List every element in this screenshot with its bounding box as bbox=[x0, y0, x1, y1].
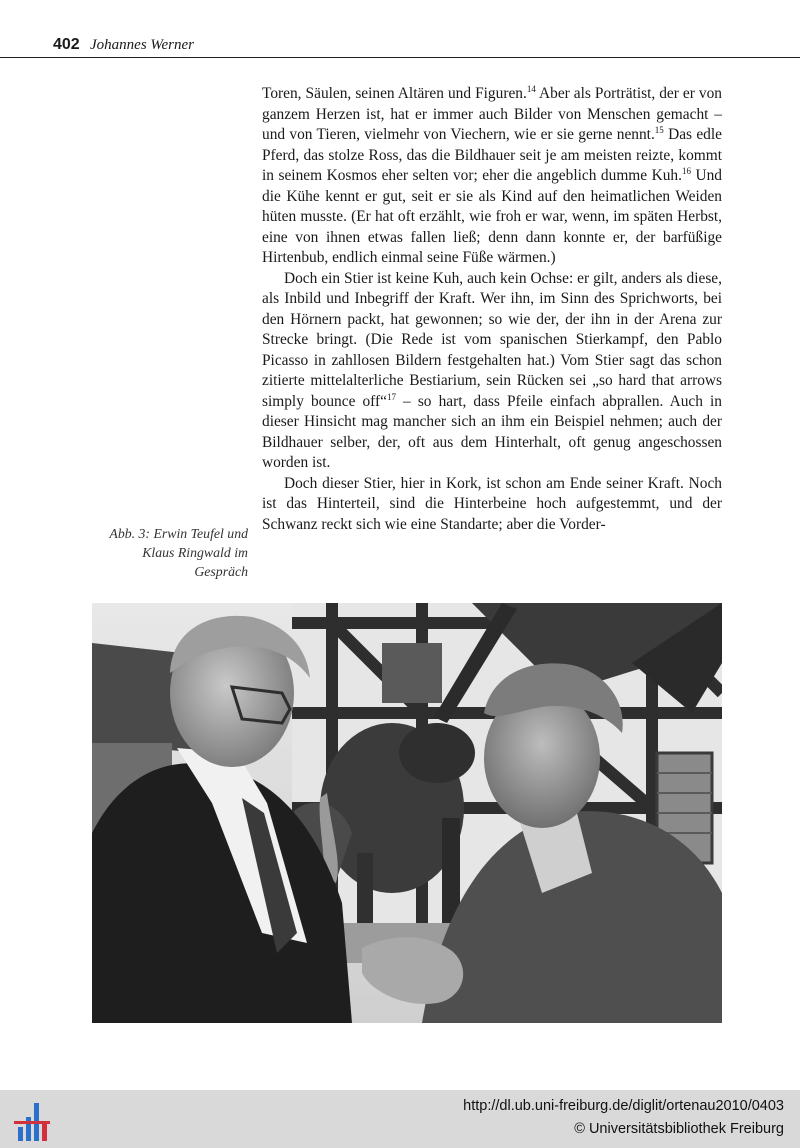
text-span: Aber als Porträtist, der er von ganzem Herzen ist, hat er immer auch Bilder von Menschen gemacht – und von Tieren, vielmehr von Viechern, wie er sie gerne nennt. bbox=[262, 85, 722, 143]
footnote-ref-15: 15 bbox=[654, 125, 664, 135]
text-span: Doch ein Stier ist keine Kuh, auch kein Ochse: er gilt, anders als diese, als Inbild und Inbegriff der Kraft. Wer ihn, im Sinn des Sprichworts, bei den Hörnern packt, hat gewonnen; so wie der, der ihn in der Arena zur Strecke bringt. (Die Rede ist vom spanischen Stierkampf, den Pablo Picasso in zahllosen Bildern festgehalten hat.) Vom Stier sagt das schon zitierte mittelalterliche Bestiarium, sein Rücken sei „so hard that arrows simply bounce off“ bbox=[262, 269, 722, 410]
page-header bbox=[0, 34, 800, 58]
page-footer bbox=[0, 1090, 800, 1148]
text-span: Und die Kühe kennt er gut, seit er sie als Kind auf den heimatlichen Weiden hüten musste. (Er hat oft erzählt, wie froh er war, wenn, im späten Herbst, eine von ihnen etwas fallen ließ; denn dann konnte er, der barfüßige Hirtenbub, endlich einmal seine Füße wärmen.) bbox=[262, 167, 722, 266]
footnote-ref-16: 16 bbox=[681, 166, 691, 176]
source-url[interactable]: http://dl.ub.uni-freiburg.de/diglit/ortenau2010/0403 bbox=[463, 1098, 784, 1114]
figure-caption: Abb. 3: Erwin Teufel und Klaus Ringwald im Gespräch bbox=[109, 526, 248, 579]
header-rule bbox=[0, 57, 800, 58]
paragraph-3 bbox=[262, 474, 722, 536]
copyright-notice: © Universitätsbibliothek Freiburg bbox=[574, 1121, 784, 1137]
text-span: Toren, Säulen, seinen Altären und Figuren. bbox=[262, 85, 527, 102]
text-span: – so hart, dass Pfeile einfach abprallen. Auch in dieser Hinsicht mag mancher sich an ihm ein Beispiel nehmen; auch der Bildhauer selber, der, oft aus dem Hinterhalt, oft genug angeschossen worden ist. bbox=[262, 392, 722, 471]
body-text bbox=[262, 84, 722, 535]
footnote-ref-17: 17 bbox=[386, 391, 396, 402]
text-span: Das edle Pferd, das stolze Ross, das die Bildhauer seit je am meisten reizte, kommt in seinem Kosmos eher selten vor; eher die angeblich dumme Kuh. bbox=[262, 126, 722, 184]
paragraph-1 bbox=[262, 84, 722, 269]
paragraph-2 bbox=[262, 269, 722, 474]
running-head: Johannes Werner bbox=[90, 37, 195, 53]
text-span: Doch dieser Stier, hier in Kork, ist schon am Ende seiner Kraft. Noch ist das Hinterteil, sind die Hinterbeine hoch aufgestemmt, und der Schwanz reckt sich wie eine Standarte; aber die Vorder- bbox=[262, 474, 722, 533]
photo-illustration bbox=[92, 603, 722, 1023]
page-number: 402 bbox=[53, 36, 80, 53]
figure-photo bbox=[92, 603, 722, 1023]
footnote-ref-14: 14 bbox=[526, 84, 536, 94]
ub-freiburg-logo bbox=[14, 1099, 54, 1143]
